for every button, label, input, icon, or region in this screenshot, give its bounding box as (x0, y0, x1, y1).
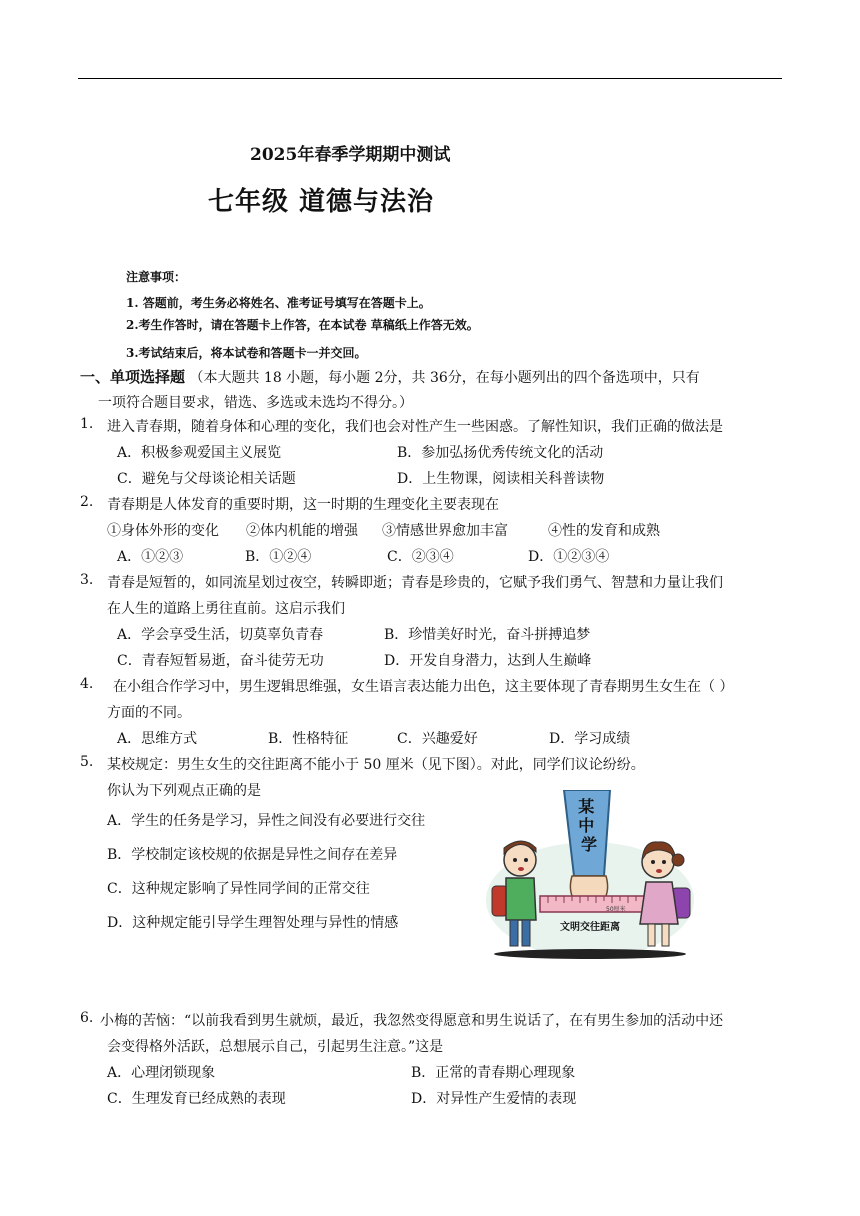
question-stem: 会变得格外活跃，总想展示自己，引起男生注意。”这是 (107, 1039, 444, 1055)
option-c: C．避免与父母谈论相关话题 (117, 471, 296, 487)
option-b: B．学校制定该校规的依据是异性之间存在差异 (107, 847, 398, 863)
option-a: A．心理闭锁现象 (107, 1065, 216, 1081)
question-number: 6. (80, 1010, 94, 1026)
ground-shadow (494, 949, 686, 959)
option-b: B．珍惜美好时光，奋斗拼搏追梦 (384, 627, 591, 643)
option-d: D．上生物课，阅读相关科普读物 (397, 471, 605, 487)
sign-text: 某 中 学 (578, 797, 598, 854)
question-stem: 某校规定：男生女生的交往距离不能小于 50 厘米（见下图）。对此，同学们议论纷纷。 (107, 757, 645, 773)
option-b: B．①②④ (245, 549, 312, 565)
option-d: D．开发自身潜力，达到人生巅峰 (384, 653, 592, 669)
statement-item: ④性的发育和成熟 (548, 523, 660, 539)
question-number: 3. (80, 572, 94, 588)
section-desc-2: 一项符合题目要求，错选、多选或未选均不得分。） (98, 395, 413, 411)
section-desc: （本大题共 18 小题，每小题 2分，共 36分，在每小题列出的四个备选项中，只有 (189, 370, 700, 386)
boy-student (492, 841, 536, 946)
option-a: A．思维方式 (117, 731, 198, 747)
question-stem: 进入青春期，随着身体和心理的变化，我们也会对性产生一些困惑。了解性知识，我们正确的做法是 (107, 419, 723, 435)
section-heading: 一、单项选择题 (80, 368, 186, 386)
notice-item: 2.考生作答时，请在答题卡上作答，在本试卷 草稿纸上作答无效。 (126, 318, 479, 332)
header-rule (78, 78, 782, 79)
cartoon-figure (482, 790, 698, 960)
question-stem: 在小组合作学习中，男生逻辑思维强，女生语言表达能力出色，这主要体现了青春期男生女生在（ ） (113, 679, 734, 695)
ruler-mark: 50厘米 (606, 906, 626, 913)
option-a: A．①②③ (117, 549, 184, 565)
option-a: A．学会享受生活，切莫辜负青春 (117, 627, 324, 643)
notice-heading: 注意事项： (126, 270, 187, 284)
statement-item: ③情感世界愈加丰富 (382, 523, 508, 539)
question-stem: 青春是短暂的，如同流星划过夜空，转瞬即逝；青春是珍贵的，它赋予我们勇气、智慧和力量让我们 (107, 575, 723, 591)
option-c: C．生理发育已经成熟的表现 (107, 1091, 286, 1107)
statement-item: ①身体外形的变化 (107, 523, 219, 539)
option-d: D．这种规定能引导学生理智处理与异性的情感 (107, 915, 399, 931)
question-stem: 青春期是人体发育的重要时期，这一时期的生理变化主要表现在 (107, 497, 499, 513)
girl-student (640, 842, 690, 946)
notice-item: 3.考试结束后，将本试卷和答题卡一并交回。 (126, 346, 367, 360)
section-heading-line (80, 366, 700, 387)
question-stem: 小梅的苦恼：“以前我看到男生就烦，最近，我忽然变得愿意和男生说话了，在有男生参加的活动中还 (100, 1013, 724, 1029)
notice-item: 1. 答题前，考生务必将姓名、准考证号填写在答题卡上。 (126, 296, 431, 310)
question-number: 4. (80, 676, 94, 692)
option-b: B．正常的青春期心理现象 (411, 1065, 576, 1081)
option-a: A．学生的任务是学习，异性之间没有必要进行交往 (107, 813, 426, 829)
option-c: C．这种规定影响了异性同学间的正常交往 (107, 881, 370, 897)
question-number: 1. (80, 416, 94, 432)
question-stem: 你认为下列观点正确的是 (107, 783, 261, 799)
exam-title: 七年级 道德与法治 (208, 187, 435, 217)
option-b: B．性格特征 (268, 731, 349, 747)
option-a: A．积极参观爱国主义展览 (117, 445, 282, 461)
question-stem: 在人生的道路上勇往直前。这启示我们 (107, 601, 345, 617)
question-number: 2. (80, 494, 94, 510)
option-b: B．参加弘扬优秀传统文化的活动 (397, 445, 604, 461)
school-rule-illustration (482, 790, 698, 960)
option-c: C．青春短暂易逝，奋斗徒劳无功 (117, 653, 324, 669)
option-d: D．学习成绩 (549, 731, 631, 747)
statement-item: ②体内机能的增强 (246, 523, 358, 539)
question-stem: 方面的不同。 (107, 705, 191, 721)
option-c: C．兴趣爱好 (397, 731, 478, 747)
question-number: 5. (80, 754, 94, 770)
option-d: D．对异性产生爱情的表现 (411, 1091, 577, 1107)
exam-subtitle: 2025年春季学期期中测试 (250, 145, 451, 165)
option-c: C．②③④ (387, 549, 454, 565)
figure-caption: 文明交往距离 (560, 922, 620, 933)
option-d: D．①②③④ (528, 549, 610, 565)
